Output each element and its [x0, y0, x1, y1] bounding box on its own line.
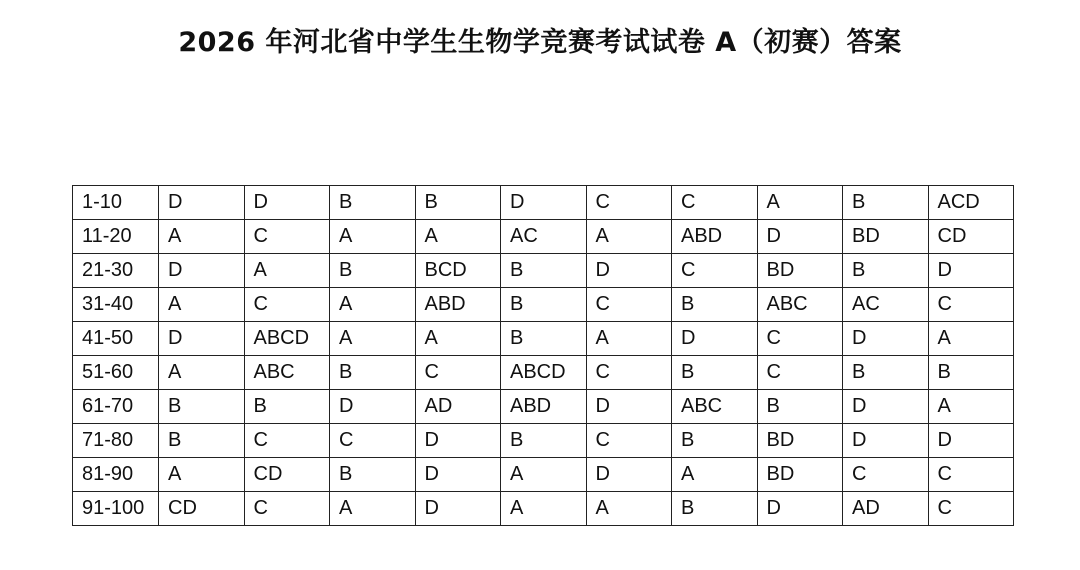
answer-cell: A	[928, 390, 1014, 424]
answer-cell: C	[672, 186, 758, 220]
answer-cell: A	[330, 322, 416, 356]
answer-cell: B	[501, 254, 587, 288]
answer-table	[72, 185, 1014, 526]
answer-cell: D	[843, 390, 929, 424]
answer-cell: C	[586, 186, 672, 220]
answer-cell: C	[843, 458, 929, 492]
answer-cell: D	[159, 254, 245, 288]
table-row	[73, 186, 1014, 220]
answer-cell: C	[928, 288, 1014, 322]
answer-cell: B	[672, 288, 758, 322]
answer-cell: A	[159, 458, 245, 492]
page-title: 2026 年河北省中学生生物学竞赛考试试卷 A（初赛）答案	[178, 27, 902, 58]
answer-cell: CD	[159, 492, 245, 526]
answer-cell: B	[501, 288, 587, 322]
answer-cell: C	[928, 492, 1014, 526]
answer-cell: A	[330, 220, 416, 254]
answer-cell: A	[330, 288, 416, 322]
answer-cell: D	[415, 458, 501, 492]
answer-cell: C	[757, 322, 843, 356]
answer-cell: AD	[843, 492, 929, 526]
answer-cell: AD	[415, 390, 501, 424]
question-range-cell: 11-20	[73, 220, 159, 254]
table-row	[73, 322, 1014, 356]
answer-cell: C	[330, 424, 416, 458]
answer-cell: D	[159, 186, 245, 220]
answer-cell: A	[159, 288, 245, 322]
answer-cell: A	[672, 458, 758, 492]
answer-cell: B	[843, 186, 929, 220]
answer-cell: B	[330, 458, 416, 492]
table-row	[73, 390, 1014, 424]
answer-cell: C	[586, 424, 672, 458]
table-row	[73, 220, 1014, 254]
answer-cell: C	[244, 288, 330, 322]
answer-cell: BCD	[415, 254, 501, 288]
answer-cell: B	[672, 492, 758, 526]
answer-cell: D	[501, 186, 587, 220]
answer-cell: C	[586, 288, 672, 322]
answer-cell: BD	[843, 220, 929, 254]
question-range-cell: 51-60	[73, 356, 159, 390]
answer-cell: ABD	[672, 220, 758, 254]
answer-cell: D	[159, 322, 245, 356]
answer-cell: AC	[501, 220, 587, 254]
table-row	[73, 424, 1014, 458]
answer-cell: B	[330, 186, 416, 220]
answer-cell: BD	[757, 254, 843, 288]
answer-table-body	[73, 186, 1014, 526]
answer-cell: D	[928, 424, 1014, 458]
table-row	[73, 356, 1014, 390]
answer-cell: A	[501, 492, 587, 526]
answer-cell: C	[415, 356, 501, 390]
answer-cell: B	[501, 424, 587, 458]
question-range-cell: 31-40	[73, 288, 159, 322]
answer-cell: A	[586, 492, 672, 526]
answer-cell: BD	[757, 424, 843, 458]
answer-cell: B	[757, 390, 843, 424]
answer-cell: C	[244, 220, 330, 254]
answer-cell: C	[244, 492, 330, 526]
answer-cell: ABC	[672, 390, 758, 424]
answer-cell: ABCD	[501, 356, 587, 390]
answer-cell: B	[159, 390, 245, 424]
answer-cell: D	[843, 322, 929, 356]
answer-cell: D	[330, 390, 416, 424]
answer-cell: D	[586, 458, 672, 492]
answer-cell: A	[415, 220, 501, 254]
answer-cell: D	[415, 492, 501, 526]
answer-cell: A	[501, 458, 587, 492]
answer-cell: A	[586, 220, 672, 254]
answer-cell: B	[928, 356, 1014, 390]
answer-cell: A	[928, 322, 1014, 356]
answer-cell: D	[757, 220, 843, 254]
answer-cell: A	[757, 186, 843, 220]
answer-cell: BD	[757, 458, 843, 492]
answer-cell: D	[757, 492, 843, 526]
answer-cell: AC	[843, 288, 929, 322]
question-range-cell: 61-70	[73, 390, 159, 424]
answer-cell: A	[586, 322, 672, 356]
answer-cell: B	[843, 254, 929, 288]
answer-cell: B	[501, 322, 587, 356]
answer-cell: B	[244, 390, 330, 424]
question-range-cell: 71-80	[73, 424, 159, 458]
answer-cell: ABD	[501, 390, 587, 424]
answer-cell: B	[330, 254, 416, 288]
answer-cell: B	[159, 424, 245, 458]
answer-cell: C	[586, 356, 672, 390]
answer-cell: A	[244, 254, 330, 288]
question-range-cell: 1-10	[73, 186, 159, 220]
answer-cell: ABC	[757, 288, 843, 322]
question-range-cell: 81-90	[73, 458, 159, 492]
answer-cell: A	[415, 322, 501, 356]
answer-cell: D	[672, 322, 758, 356]
answer-cell: C	[244, 424, 330, 458]
table-row	[73, 492, 1014, 526]
answer-cell: B	[672, 356, 758, 390]
answer-cell: A	[159, 356, 245, 390]
answer-cell: C	[928, 458, 1014, 492]
answer-cell: A	[159, 220, 245, 254]
answer-cell: D	[928, 254, 1014, 288]
answer-cell: D	[244, 186, 330, 220]
answer-cell: B	[330, 356, 416, 390]
answer-cell: B	[672, 424, 758, 458]
answer-cell: ABD	[415, 288, 501, 322]
answer-cell: CD	[928, 220, 1014, 254]
table-row	[73, 254, 1014, 288]
answer-cell: D	[415, 424, 501, 458]
answer-cell: ACD	[928, 186, 1014, 220]
answer-cell: D	[586, 254, 672, 288]
question-range-cell: 41-50	[73, 322, 159, 356]
table-row	[73, 458, 1014, 492]
table-row	[73, 288, 1014, 322]
answer-cell: B	[843, 356, 929, 390]
answer-cell: ABC	[244, 356, 330, 390]
answer-cell: D	[586, 390, 672, 424]
answer-cell: ABCD	[244, 322, 330, 356]
question-range-cell: 21-30	[73, 254, 159, 288]
question-range-cell: 91-100	[73, 492, 159, 526]
answer-cell: D	[843, 424, 929, 458]
answer-cell: B	[415, 186, 501, 220]
answer-cell: CD	[244, 458, 330, 492]
answer-cell: A	[330, 492, 416, 526]
answer-cell: C	[757, 356, 843, 390]
answer-cell: C	[672, 254, 758, 288]
